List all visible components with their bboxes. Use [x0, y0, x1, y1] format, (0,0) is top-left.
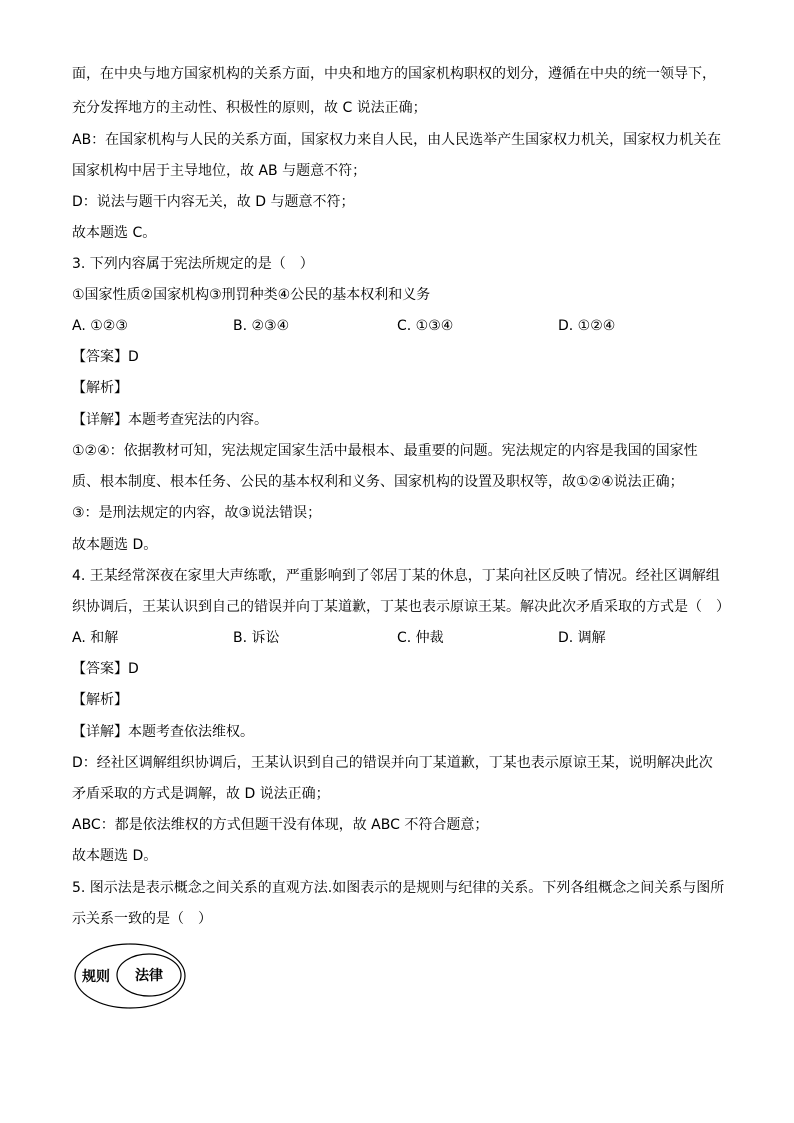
outer-label: 规则	[82, 969, 110, 985]
option-b: B. 诉讼	[233, 630, 280, 646]
question-3-stem: 3. 下列内容属于宪法所规定的是（ ）	[72, 256, 314, 272]
option-c: C. ①③④	[397, 318, 454, 334]
text-line: 充分发挥地方的主动性、积极性的原则，故 C 说法正确；	[72, 100, 427, 116]
detail-line: 【详解】本题考查依法维权。	[72, 724, 254, 740]
explanation-line: ③：是刑法规定的内容，故③说法错误；	[72, 505, 322, 521]
inner-label: 法律	[135, 968, 163, 984]
explanation-line: 矛盾采取的方式是调解，故 D 说法正确；	[72, 786, 330, 802]
question-5-stem: 示关系一致的是（ ）	[72, 911, 212, 927]
text-line: D：说法与题干内容无关，故 D 与题意不符；	[72, 194, 355, 210]
option-d: D. ①②④	[558, 318, 616, 334]
option-a: A. ①②③	[72, 318, 128, 334]
explanation-line: ①②④：依据教材可知，宪法规定国家生活中最根本、最重要的问题。宪法规定的内容是我国的国家性	[72, 443, 698, 459]
explanation-line: 质、根本制度、根本任务、公民的基本权利和义务、国家机构的设置及职权等，故①②④说法正确；	[72, 474, 684, 490]
detail-line: 【详解】本题考查宪法的内容。	[72, 412, 268, 428]
question-4-stem: 4. 王某经常深夜在家里大声练歌，严重影响到了邻居丁某的休息，丁某向社区反映了情况。经社区调解组	[72, 568, 720, 584]
explanation-line: D：经社区调解组织协调后，王某认识到自己的错误并向丁某道歉，丁某也表示原谅王某，说明解决此次	[72, 755, 713, 771]
question-4-stem: 织协调后，王某认识到自己的错误并向丁某道歉，丁某也表示原谅王某。解决此次矛盾采取的方式是（ ）	[72, 599, 730, 615]
text-line: 故本题选 C。	[72, 225, 157, 241]
question-5-stem: 5. 图示法是表示概念之间关系的直观方法.如图表示的是规则与纪律的关系。下列各组概念之间关系与图所	[72, 880, 725, 896]
option-d: D. 调解	[558, 630, 606, 646]
answer-label: 【答案】D	[72, 349, 139, 365]
option-a: A. 和解	[72, 630, 119, 646]
answer-label: 【答案】D	[72, 661, 139, 677]
question-3-items: ①国家性质②国家机构③刑罚种类④公民的基本权利和义务	[72, 287, 431, 303]
text-line: 面，在中央与地方国家机构的关系方面，中央和地方的国家机构职权的划分，遵循在中央的统一领导下，	[72, 66, 716, 82]
concept-diagram	[74, 942, 190, 1010]
option-c: C. 仲裁	[397, 630, 444, 646]
conclusion-line: 故本题选 D。	[72, 537, 158, 553]
analysis-label: 【解析】	[72, 692, 128, 708]
conclusion-line: 故本题选 D。	[72, 848, 158, 864]
text-line: AB：在国家机构与人民的关系方面，国家权力来自人民，由人民选举产生国家权力机关，国家权力机关在	[72, 132, 722, 148]
text-line: 国家机构中居于主导地位，故 AB 与题意不符；	[72, 163, 367, 179]
explanation-line: ABC：都是依法维权的方式但题干没有体现，故 ABC 不符合题意；	[72, 817, 489, 833]
option-b: B. ②③④	[233, 318, 290, 334]
analysis-label: 【解析】	[72, 380, 128, 396]
